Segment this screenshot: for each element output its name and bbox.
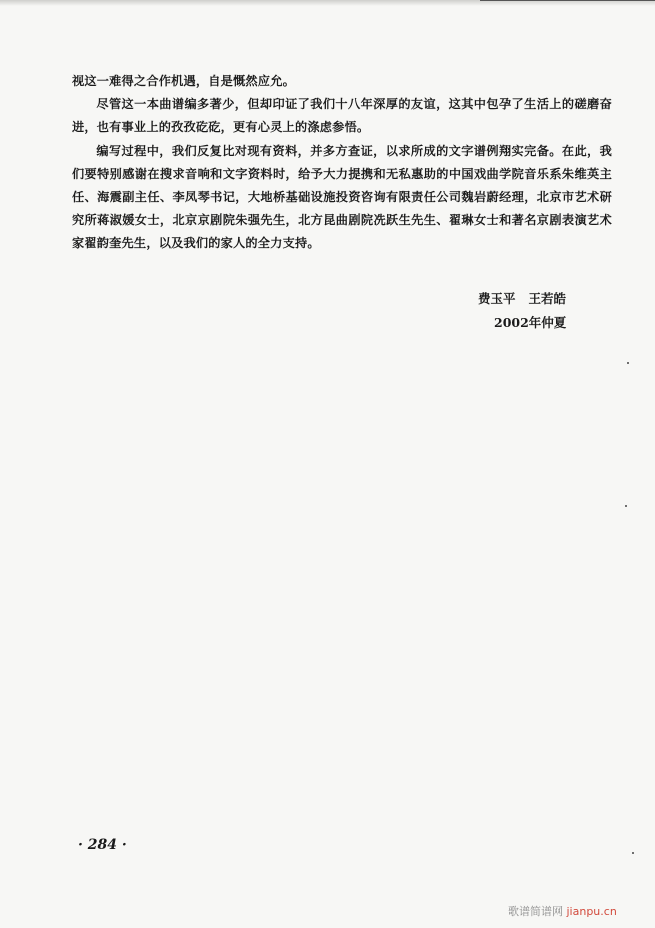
paragraph-3: 编写过程中，我们反复比对现有资料，并多方查证，以求所成的文字谱例翔实完备。在此，我们要特别感谢在搜求音响和文字资料时，给予大力提携和无私惠助的中国戏曲学院音乐系朱维英主任、海震副主任、李凤琴书记，大地桥基础设施投资咨询有限责任公司魏岩蔚经理，北京市艺术研究所蒋淑媛女士，北京京剧院朱强先生，北方昆曲剧院冼跃生先生、翟琳女士和著名京剧表演艺术家翟韵奎先生，以及我们的家人的全力支持。: [72, 143, 612, 251]
scan-speck: [632, 852, 634, 854]
paragraph-1: 视这一难得之合作机遇，自是慨然应允。: [72, 74, 295, 88]
page-number: · 284 ·: [78, 837, 127, 853]
watermark-domain: jianpu.cn: [566, 905, 617, 918]
site-watermark: [508, 903, 617, 919]
signature-authors: 费玉平 王若皓: [478, 291, 567, 306]
page-top-rule: [480, 0, 655, 1]
paragraph-2: 尽管这一本曲谱编多著少，但却印证了我们十八年深厚的友谊，这其中包孕了生活上的磋磨奋进，也有事业上的孜孜矻矻，更有心灵上的涤虑参悟。: [72, 97, 612, 135]
scan-speck: [625, 505, 627, 507]
watermark-site-name: 歌谱简谱网: [508, 905, 563, 918]
scan-speck: [627, 362, 629, 364]
body-text: [72, 70, 612, 256]
signature-block: [478, 287, 566, 335]
signature-date: 2002年仲夏: [494, 315, 567, 330]
